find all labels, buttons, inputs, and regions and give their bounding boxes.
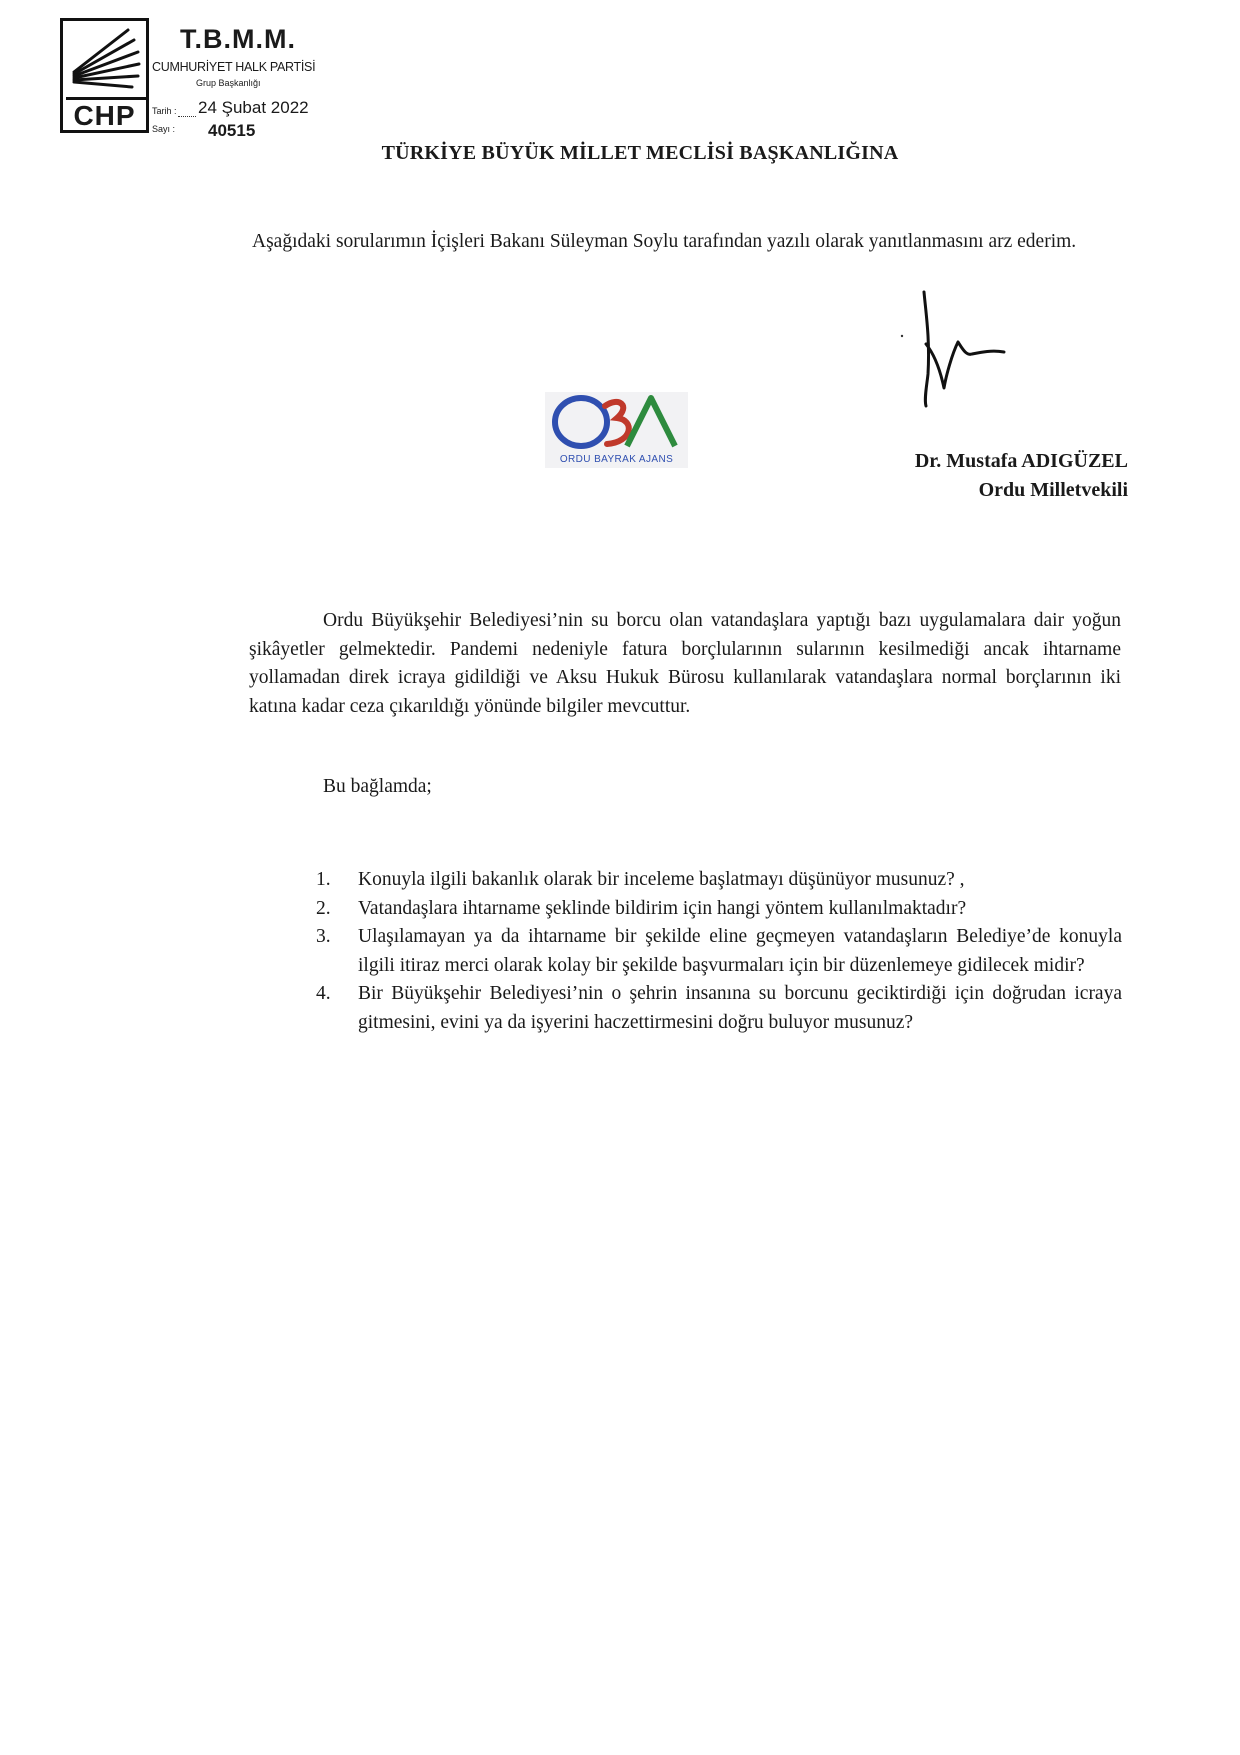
letter-context: Bu bağlamda;	[323, 776, 432, 797]
oba-logo-caption: ORDU BAYRAK AJANS	[559, 454, 674, 465]
chp-logo-box	[60, 18, 149, 133]
question-number: 3.	[316, 926, 331, 947]
question-text: Konuyla ilgili bakanlık olarak bir inceleme başlatmayı düşünüyor musunuz? ,	[358, 869, 965, 890]
stamp-number-label: Sayı :	[152, 124, 176, 134]
signer-title: Ordu Milletvekili	[978, 479, 1128, 501]
stamp-number: 40515	[208, 121, 256, 140]
stamp-date-dots	[178, 116, 196, 117]
letter-body: Ordu Büyükşehir Belediyesi’nin su borcu olan vatandaşlara yaptığı bazı uygulamalara dair yoğun şikâyetler gelmektedir. Pandemi nedeniyle fatura borçlularının sularının kesilmediği ancak ihtarname yollamadan direk icraya gidildiği ve Aksu Hukuk Bürosu kullanılarak vatandaşlara normal borçlarının iki katına kadar ceza çıkarıldığı yönünde bilgiler mevcuttur.	[249, 610, 1121, 717]
question-list	[316, 866, 1122, 1037]
letter-intro: Aşağıdaki sorularımın İçişleri Bakanı Süleyman Soylu tarafından yazılı olarak yanıtlanmasını arz ederim.	[252, 231, 1077, 252]
letter-addressee: TÜRKİYE BÜYÜK MİLLET MECLİSİ BAŞKANLIĞINA	[381, 142, 899, 164]
question-text: Ulaşılamayan ya da ihtarname bir şekilde eline geçmeyen vatandaşların Belediye’de konuyla ilgili itiraz merci olarak kolay bir şekilde başvurmaları için bir düzenlemeye gidilecek midir?	[358, 926, 1122, 976]
oba-logo-icon	[545, 392, 688, 454]
list-item	[316, 923, 1122, 980]
question-number: 4.	[316, 983, 331, 1004]
question-number: 1.	[316, 869, 331, 890]
question-text: Bir Büyükşehir Belediyesi’nin o şehrin insanına su borcunu geciktirdiği için doğrudan icraya gitmesini, evini ya da işyerini haczettirmesini doğru buluyor musunuz?	[358, 983, 1122, 1033]
signer-name: Dr. Mustafa ADIGÜZEL	[914, 450, 1128, 472]
question-text: Vatandaşlara ihtarname şeklinde bildirim için hangi yöntem kullanılmaktadır?	[358, 897, 967, 919]
list-item	[316, 980, 1122, 1037]
chp-rays-icon	[66, 24, 149, 100]
stamp-group: Grup Başkanlığı	[196, 78, 261, 88]
chp-stamp	[60, 18, 340, 138]
stamp-party-name: CUMHURİYET HALK PARTİSİ	[152, 60, 316, 74]
stamp-institution: T.B.M.M.	[180, 24, 296, 54]
chp-rays-svg	[66, 24, 143, 94]
stamp-date-label: Tarih :	[152, 106, 177, 116]
handwritten-signature	[900, 284, 1030, 414]
list-item	[316, 866, 1122, 895]
list-item	[316, 895, 1122, 924]
stamp-date: 24 Şubat 2022	[198, 98, 309, 117]
question-number: 2.	[316, 897, 331, 919]
signer-block	[915, 447, 1128, 505]
oba-watermark-logo	[545, 392, 688, 468]
chp-logo-text: CHP	[73, 100, 136, 131]
signature-svg	[900, 284, 1030, 414]
